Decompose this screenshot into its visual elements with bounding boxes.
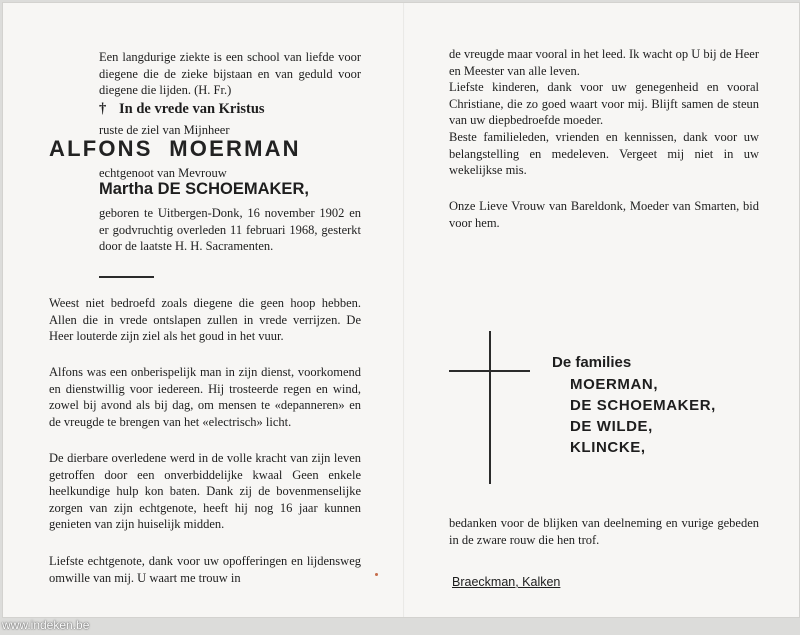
family-friends-text: Beste familieleden, vrienden en kennissen, dank voor uw belangstelling en medeleven. Vergeet mij niet in uw wekelijkse mis. xyxy=(449,129,759,178)
families-title: De families xyxy=(552,354,632,371)
card-fold xyxy=(403,3,405,617)
farewell-block xyxy=(449,46,759,179)
memorial-card xyxy=(2,2,800,618)
family-name: DE SCHOEMAKER, xyxy=(570,397,716,414)
watermark: www.indeken.be xyxy=(2,618,90,632)
epigraph: Een langdurige ziekte is een school van liefde voor diegene die de zieke bijstaan en van geduld voor diegene die lijden. (H. Fr.) xyxy=(99,50,361,98)
deceased-name: ALFONS MOERMAN xyxy=(49,136,301,161)
cross-icon: † xyxy=(99,101,107,117)
continuation-text: de vreugde maar vooral in het leed. Ik wacht op U bij de Heer en Meester van alle leven. xyxy=(449,47,759,78)
family-name: MOERMAN, xyxy=(570,376,659,393)
children-text: Liefste kinderen, dank voor uw genegenheid en vooral Christiane, die zo goed waart voor mij. Blijft samen de steun van uw diepbedroefde moeder. xyxy=(449,80,759,128)
prayer-text: Onze Lieve Vrouw van Bareldonk, Moeder van Smarten, bid voor hem. xyxy=(449,199,759,230)
printer-credit: Braeckman, Kalken xyxy=(452,575,561,589)
wife-name: Martha DE SCHOEMAKER, xyxy=(99,180,309,198)
ink-speck xyxy=(375,573,378,576)
family-name: KLINCKE, xyxy=(570,439,646,456)
large-cross-bar xyxy=(449,370,530,372)
thanks-text: bedanken voor de blijken van deelneming en vurige gebeden in de zware rouw die hen trof. xyxy=(449,516,759,547)
divider xyxy=(99,276,154,278)
paragraph-spouse: Liefste echtgenote, dank voor uw opofferingen en lijdensweg omwille van mij. U waart me trouw in xyxy=(49,554,361,585)
family-name: DE WILDE, xyxy=(570,418,653,435)
in-vrede-heading xyxy=(99,101,361,118)
ruste-line: ruste de ziel van Mijnheer xyxy=(99,123,230,137)
paragraph-hope: Weest niet bedroefd zoals diegene die geen hoop hebben. Allen die in vrede ontslapen zullen in vrede verrijzen. De Heer louterde zijn ziel als het goud in het vuur. xyxy=(49,296,361,344)
echtgenoot-line: echtgenoot van Mevrouw xyxy=(99,166,227,180)
paragraph-illness: De dierbare overledene werd in de volle kracht van zijn leven getroffen door een onverbiddelijke kwaal Geen enkele heelkundige hulp kon baten. Dank zij de bovenmenselijke zorgen van zijn echtgenote, heeft hij nog 16 jaar kunnen genieten van zijn huiselijk midden. xyxy=(49,451,361,532)
large-cross-icon xyxy=(489,331,491,484)
paragraph-career: Alfons was een onberispelijk man in zijn dienst, voorkomend en dienstwillig voor iedereen. Hij trosteerde regen en wind, zowel bij avond als bij dag, om mensen te «depanneren» en de vreugde te brengen van het «electrisch» licht. xyxy=(49,365,361,429)
in-vrede-text: In de vrede van Kristus xyxy=(119,101,265,117)
birth-death-text: geboren te Uitbergen-Donk, 16 november 1902 en er godvruchtig overleden 11 februari 1968, gesterkt door de laatste H. H. Sacramenten. xyxy=(99,206,361,254)
